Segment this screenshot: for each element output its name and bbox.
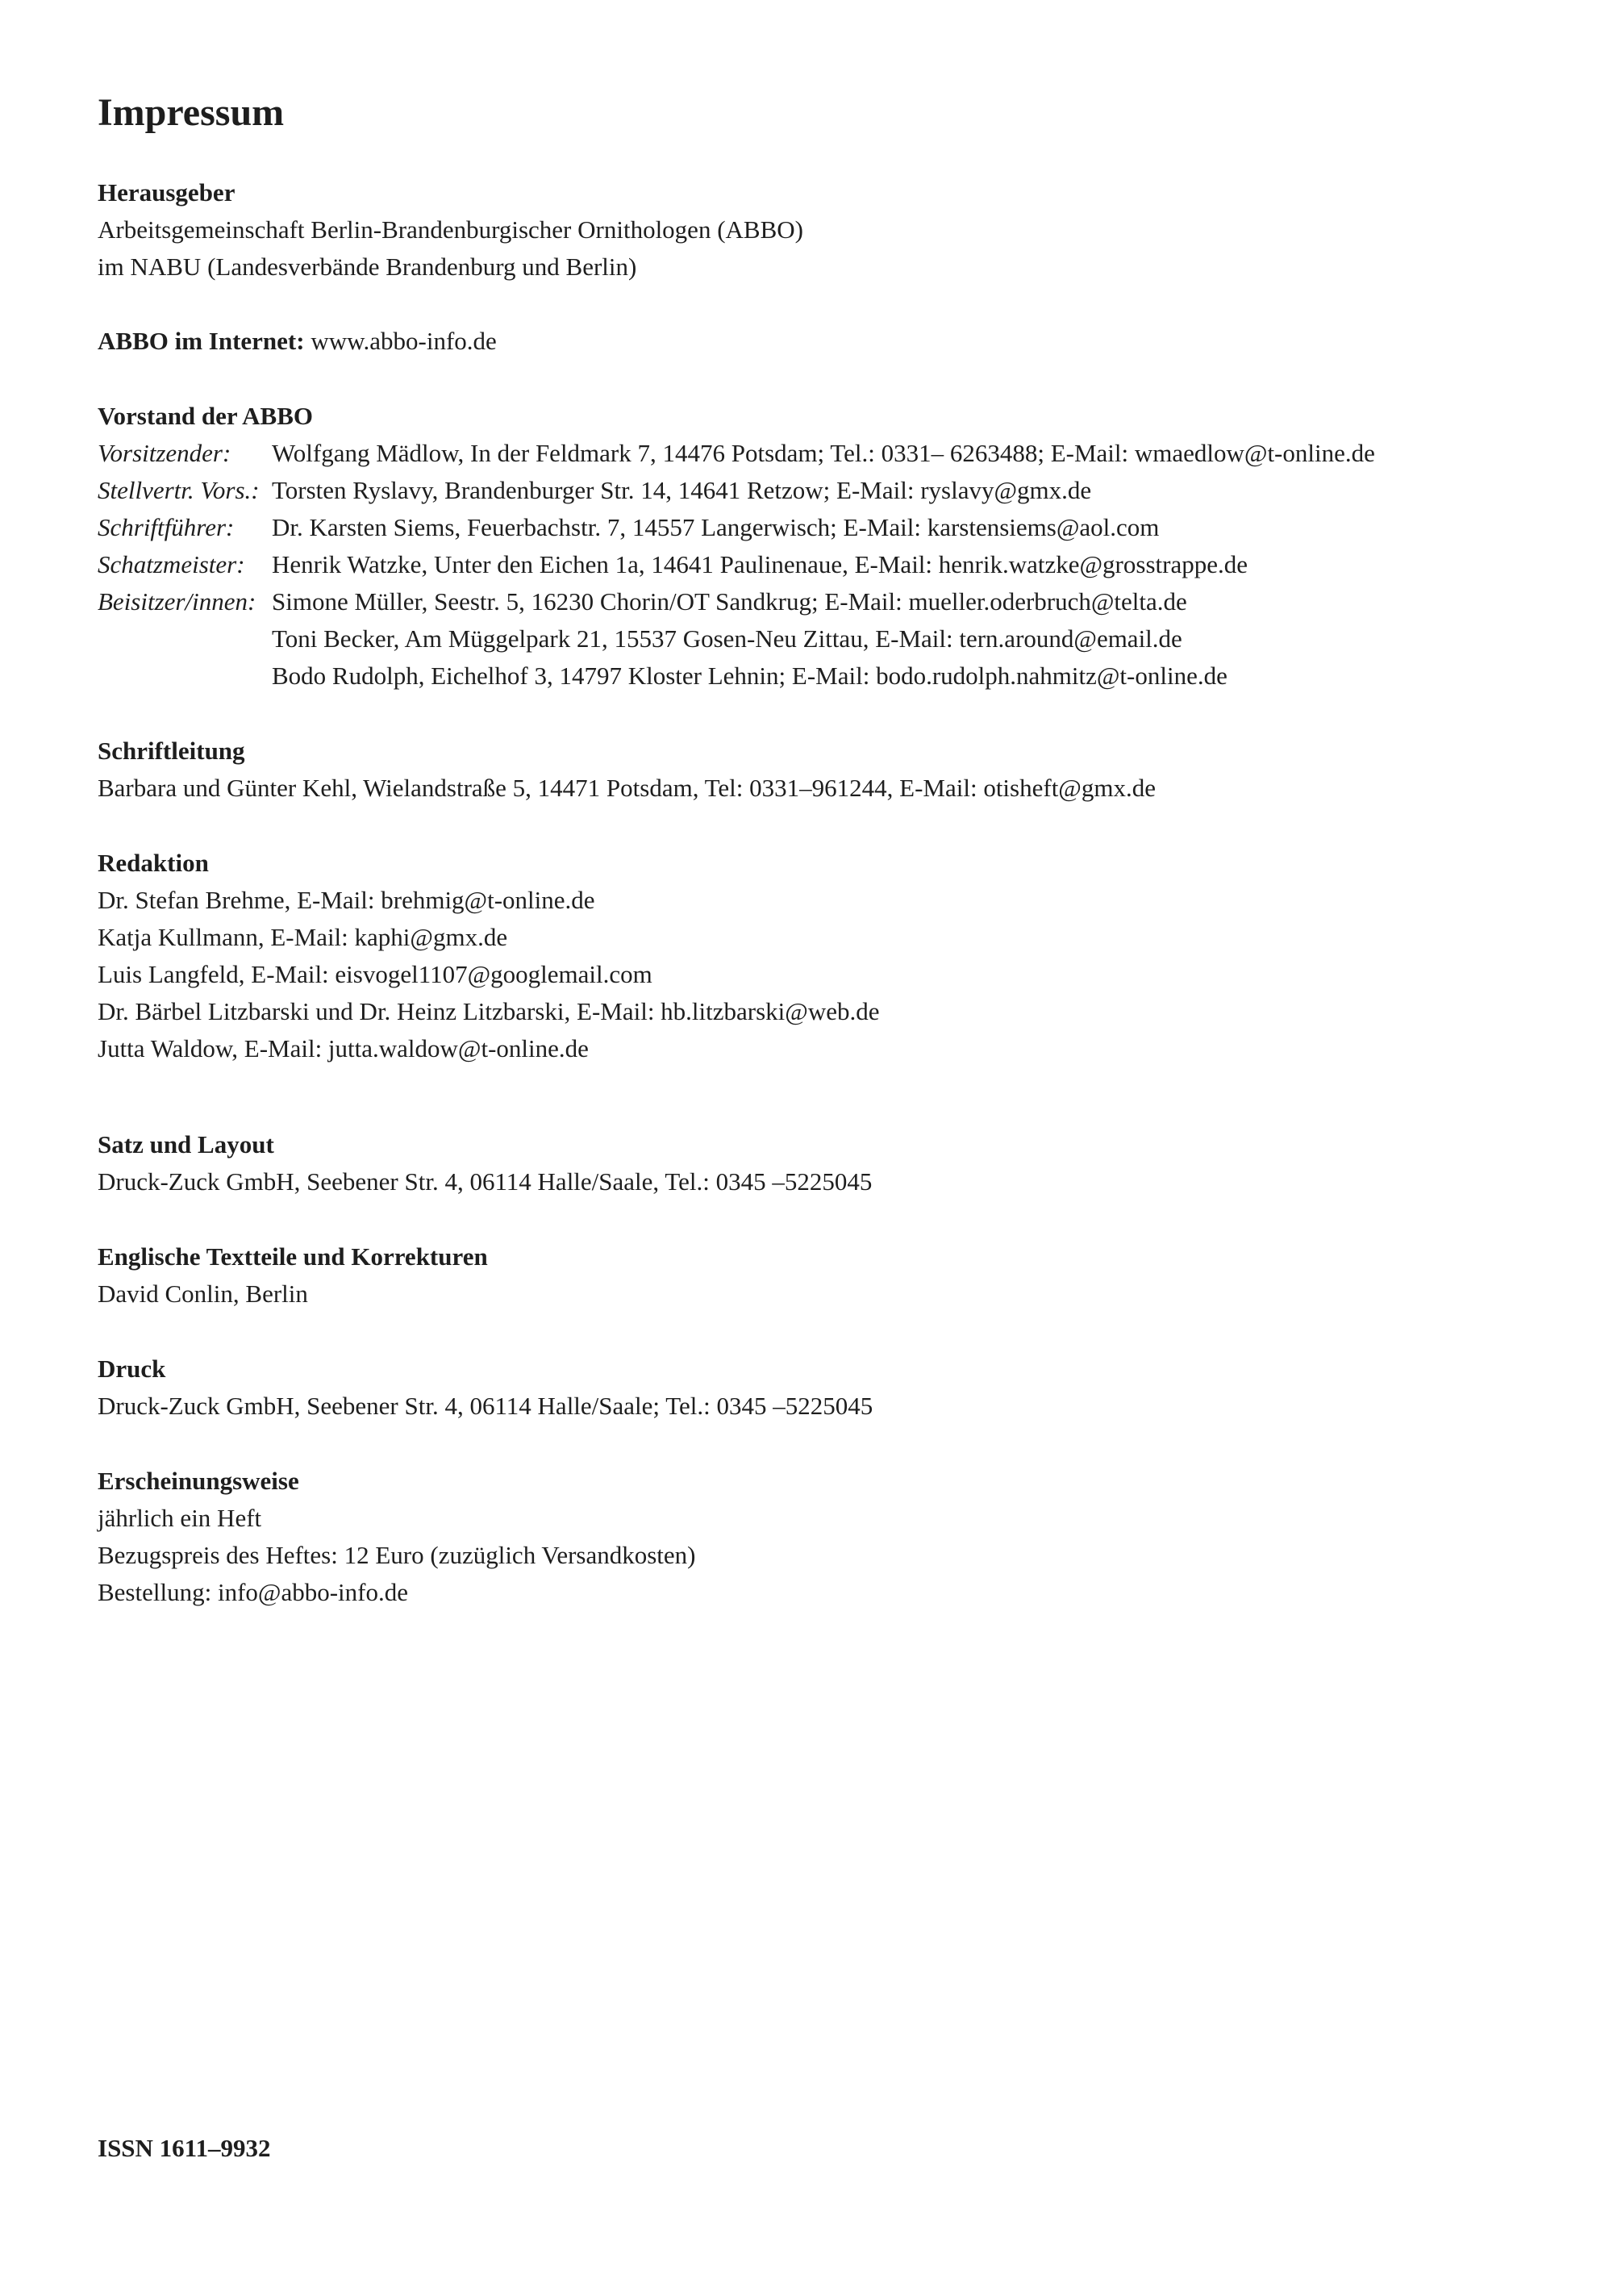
section-heading: Vorstand der ABBO	[98, 402, 314, 430]
board-entry: Simone Müller, Seestr. 5, 16230 Chorin/OT Sandkrug; E-Mail: mueller.oderbruch@telta.de	[272, 587, 1187, 616]
section-heading: Druck	[98, 1355, 166, 1383]
board-row	[98, 435, 1375, 472]
board-entry: Torsten Ryslavy, Brandenburger Str. 14, 14641 Retzow; E-Mail: ryslavy@gmx.de	[272, 476, 1092, 504]
board-role: Vorsitzender:	[98, 439, 231, 467]
board-role: Beisitzer/innen:	[98, 587, 256, 616]
section-herausgeber	[98, 174, 803, 286]
board-entry: Dr. Karsten Siems, Feuerbachstr. 7, 14557 Langerwisch; E-Mail: karstensiems@aol.com	[272, 513, 1160, 541]
editorial-line: Dr. Stefan Brehme, E-Mail: brehmig@t-online.de	[98, 886, 595, 914]
print-line: Druck-Zuck GmbH, Seebener Str. 4, 06114 Halle/Saale; Tel.: 0345 –5225045	[98, 1392, 873, 1420]
section-heading: Herausgeber	[98, 178, 235, 207]
publication-line: Bestellung: info@abbo-info.de	[98, 1578, 408, 1606]
section-heading: Schriftleitung	[98, 737, 245, 765]
section-heading: Erscheinungsweise	[98, 1467, 299, 1495]
board-role: Schatzmeister:	[98, 550, 245, 578]
board-entry: Toni Becker, Am Müggelpark 21, 15537 Gosen-Neu Zittau, E-Mail: tern.around@email.de	[272, 624, 1182, 653]
editorial-line: Dr. Bärbel Litzbarski und Dr. Heinz Litzbarski, E-Mail: hb.litzbarski@web.de	[98, 997, 880, 1025]
board-row	[98, 620, 1375, 657]
board-row	[98, 472, 1375, 509]
section-druck	[98, 1350, 873, 1425]
publication-line: Bezugspreis des Heftes: 12 Euro (zuzüglich Versandkosten)	[98, 1541, 696, 1569]
section-heading: Satz und Layout	[98, 1130, 274, 1158]
section-internet	[98, 323, 497, 360]
translation-line: David Conlin, Berlin	[98, 1279, 308, 1308]
editorial-line: Katja Kullmann, E-Mail: kaphi@gmx.de	[98, 923, 508, 951]
board-role	[98, 620, 272, 657]
board-row	[98, 546, 1375, 583]
layout-line: Druck-Zuck GmbH, Seebener Str. 4, 06114 Halle/Saale, Tel.: 0345 –5225045	[98, 1167, 873, 1196]
board-row	[98, 657, 1375, 695]
board-role: Stellvertr. Vors.:	[98, 476, 260, 504]
section-schriftleitung	[98, 733, 1156, 807]
board-row	[98, 583, 1375, 620]
page-title: Impressum	[98, 91, 285, 134]
board-entry: Henrik Watzke, Unter den Eichen 1a, 14641 Paulinenaue, E-Mail: henrik.watzke@grosstrappe.de	[272, 550, 1248, 578]
board-role	[98, 657, 272, 695]
editor-line: Barbara und Günter Kehl, Wielandstraße 5, 14471 Potsdam, Tel: 0331–961244, E-Mail: otisheft@gmx.de	[98, 774, 1156, 802]
board-role: Schriftführer:	[98, 513, 235, 541]
publication-line: jährlich ein Heft	[98, 1504, 262, 1532]
editorial-line: Luis Langfeld, E-Mail: eisvogel1107@googlemail.com	[98, 960, 652, 988]
section-erscheinung	[98, 1463, 696, 1611]
issn-number: ISSN 1611–9932	[98, 2134, 271, 2162]
section-englisch	[98, 1238, 488, 1313]
internet-url: www.abbo-info.de	[311, 327, 497, 355]
section-vorstand	[98, 398, 1375, 695]
section-heading: Englische Textteile und Korrekturen	[98, 1242, 488, 1271]
publisher-line: im NABU (Landesverbände Brandenburg und Berlin)	[98, 253, 637, 281]
board-entry: Wolfgang Mädlow, In der Feldmark 7, 14476 Potsdam; Tel.: 0331– 6263488; E-Mail: wmaedlow@t-online.de	[272, 439, 1375, 467]
section-heading: Redaktion	[98, 849, 209, 877]
board-row	[98, 509, 1375, 546]
publisher-line: Arbeitsgemeinschaft Berlin-Brandenburgischer Ornithologen (ABBO)	[98, 215, 803, 244]
board-entry: Bodo Rudolph, Eichelhof 3, 14797 Kloster Lehnin; E-Mail: bodo.rudolph.nahmitz@t-online.de	[272, 662, 1227, 690]
editorial-line: Jutta Waldow, E-Mail: jutta.waldow@t-online.de	[98, 1034, 589, 1062]
internet-label: ABBO im Internet:	[98, 327, 305, 355]
section-satz	[98, 1126, 872, 1200]
section-redaktion	[98, 845, 880, 1067]
